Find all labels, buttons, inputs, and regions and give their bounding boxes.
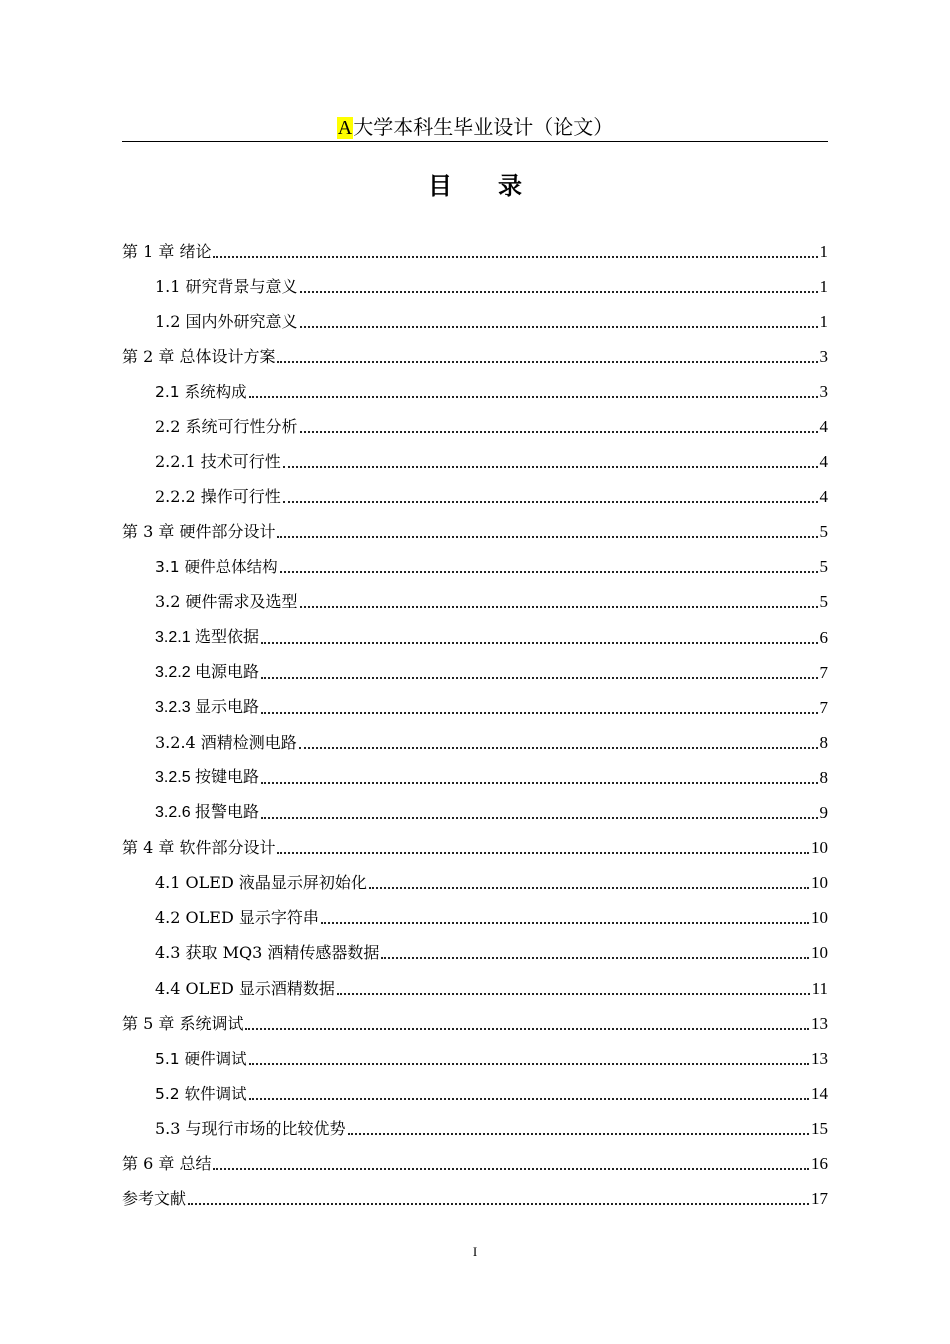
table-of-contents bbox=[122, 234, 828, 1217]
toc-entry-title: 1.2 国内外研究意义 bbox=[155, 311, 298, 331]
toc-entry-title: 3.2 硬件需求及选型 bbox=[155, 592, 298, 612]
header-text: 大学本科生毕业设计（论文） bbox=[353, 115, 614, 139]
toc-entry[interactable] bbox=[122, 585, 828, 620]
toc-entry-title: 第 3 章 硬件部分设计 bbox=[122, 522, 276, 542]
dot-leader bbox=[277, 361, 817, 363]
toc-entry[interactable] bbox=[122, 304, 828, 339]
toc-entry[interactable] bbox=[122, 866, 828, 901]
toc-entry[interactable] bbox=[122, 725, 828, 760]
toc-entry-title: 4.1 OLED 液晶显示屏初始化 bbox=[155, 873, 367, 893]
toc-entry-title: 4.4 OLED 显示酒精数据 bbox=[155, 978, 335, 998]
toc-entry[interactable] bbox=[122, 936, 828, 971]
dot-leader bbox=[299, 747, 818, 749]
toc-entry-title: 3.1 硬件总体结构 bbox=[155, 558, 278, 577]
toc-entry-title: 4.3 获取 MQ3 酒精传感器数据 bbox=[155, 943, 380, 963]
toc-entry-title: 3.2.5 按键电路 bbox=[155, 768, 260, 786]
header-rule bbox=[122, 141, 828, 142]
toc-entry-page: 15 bbox=[811, 1118, 828, 1138]
toc-entry-page: 4 bbox=[819, 452, 828, 472]
toc-entry-page: 11 bbox=[811, 978, 828, 998]
toc-entry-page: 1 bbox=[819, 311, 828, 331]
dot-leader bbox=[261, 782, 817, 784]
toc-entry[interactable] bbox=[122, 655, 828, 690]
toc-entry-page: 8 bbox=[819, 732, 828, 752]
toc-entry[interactable] bbox=[122, 374, 828, 409]
toc-entry-title: 5.1 硬件调试 bbox=[155, 1049, 247, 1068]
toc-entry-title: 3.2.3 显示电路 bbox=[155, 698, 260, 716]
dot-leader bbox=[213, 1168, 809, 1170]
toc-entry-title: 4.2 OLED 显示字符串 bbox=[155, 908, 319, 928]
toc-entry[interactable] bbox=[122, 690, 828, 725]
toc-entry-page: 10 bbox=[811, 838, 828, 858]
toc-entry-page: 10 bbox=[811, 943, 828, 963]
toc-entry-page: 4 bbox=[819, 417, 828, 437]
dot-leader bbox=[277, 536, 817, 538]
toc-entry[interactable] bbox=[122, 1041, 828, 1076]
toc-entry-title: 第 1 章 绪论 bbox=[122, 241, 212, 261]
dot-leader bbox=[300, 606, 818, 608]
toc-entry-page: 10 bbox=[811, 873, 828, 893]
toc-entry[interactable] bbox=[122, 1111, 828, 1146]
toc-entry[interactable] bbox=[122, 796, 828, 831]
toc-entry-title: 第 2 章 总体设计方案 bbox=[122, 346, 276, 366]
dot-leader bbox=[249, 1098, 809, 1100]
dot-leader bbox=[283, 466, 818, 468]
header-highlight-mark: A bbox=[337, 117, 353, 139]
toc-entry-page: 6 bbox=[819, 627, 828, 647]
toc-entry-title: 5.3 与现行市场的比较优势 bbox=[155, 1118, 346, 1138]
toc-entry-title: 3.2.2 电源电路 bbox=[155, 663, 260, 681]
toc-entry[interactable] bbox=[122, 1076, 828, 1111]
dot-leader bbox=[261, 712, 817, 714]
toc-entry[interactable] bbox=[122, 620, 828, 655]
toc-entry[interactable] bbox=[122, 269, 828, 304]
toc-entry-title: 第 5 章 系统调试 bbox=[122, 1013, 244, 1033]
dot-leader bbox=[261, 817, 817, 819]
toc-entry-title: 第 4 章 软件部分设计 bbox=[122, 838, 276, 858]
toc-entry[interactable] bbox=[122, 480, 828, 515]
page-number: I bbox=[472, 1244, 478, 1259]
toc-entry-title: 1.1 研究背景与意义 bbox=[155, 276, 298, 296]
toc-entry-page: 7 bbox=[819, 662, 828, 682]
dot-leader bbox=[321, 922, 809, 924]
toc-entry[interactable] bbox=[122, 831, 828, 866]
toc-entry[interactable] bbox=[122, 971, 828, 1006]
toc-entry-page: 3 bbox=[819, 381, 828, 401]
toc-entry-title: 3.2.4 酒精检测电路 bbox=[155, 732, 297, 752]
toc-entry-title: 2.2 系统可行性分析 bbox=[155, 417, 298, 437]
toc-entry-page: 16 bbox=[811, 1153, 828, 1173]
toc-entry-title: 第 6 章 总结 bbox=[122, 1153, 212, 1173]
toc-entry[interactable] bbox=[122, 515, 828, 550]
toc-entry[interactable] bbox=[122, 409, 828, 444]
toc-entry-page: 13 bbox=[811, 1013, 828, 1033]
toc-entry-page: 7 bbox=[819, 697, 828, 717]
dot-leader bbox=[245, 1028, 809, 1030]
running-header bbox=[122, 113, 828, 142]
toc-entry-page: 3 bbox=[819, 346, 828, 366]
toc-entry-page: 17 bbox=[811, 1189, 828, 1209]
toc-entry[interactable] bbox=[122, 339, 828, 374]
dot-leader bbox=[300, 431, 818, 433]
dot-leader bbox=[213, 256, 817, 258]
dot-leader bbox=[381, 957, 809, 959]
dot-leader bbox=[337, 993, 810, 995]
toc-entry[interactable] bbox=[122, 234, 828, 269]
dot-leader bbox=[348, 1133, 809, 1135]
toc-entry-page: 9 bbox=[819, 803, 828, 823]
toc-entry-title: 3.2.1 选型依据 bbox=[155, 628, 260, 646]
toc-entry-page: 10 bbox=[811, 908, 828, 928]
toc-entry-page: 5 bbox=[819, 592, 828, 612]
toc-entry[interactable] bbox=[122, 760, 828, 795]
toc-entry-page: 14 bbox=[811, 1083, 828, 1103]
toc-entry[interactable] bbox=[122, 445, 828, 480]
toc-entry-page: 8 bbox=[819, 767, 828, 787]
dot-leader bbox=[261, 677, 817, 679]
toc-entry-title: 2.2.2 操作可行性 bbox=[155, 487, 281, 507]
dot-leader bbox=[261, 642, 817, 644]
toc-entry-title: 3.2.6 报警电路 bbox=[155, 804, 260, 822]
toc-entry-page: 1 bbox=[819, 241, 828, 261]
toc-entry-page: 5 bbox=[819, 557, 828, 577]
toc-entry[interactable] bbox=[122, 550, 828, 585]
toc-entry-page: 5 bbox=[819, 522, 828, 542]
toc-title: 目录 bbox=[428, 172, 568, 200]
dot-leader bbox=[249, 396, 818, 398]
dot-leader bbox=[280, 571, 818, 573]
toc-entry-title: 参考文献 bbox=[122, 1189, 187, 1209]
dot-leader bbox=[300, 326, 818, 328]
toc-entry-page: 1 bbox=[819, 276, 828, 296]
dot-leader bbox=[369, 887, 809, 889]
toc-entry[interactable] bbox=[122, 1182, 828, 1217]
toc-entry-title: 2.1 系统构成 bbox=[155, 382, 247, 401]
dot-leader bbox=[283, 501, 818, 503]
toc-entry-page: 13 bbox=[811, 1048, 828, 1068]
dot-leader bbox=[188, 1203, 809, 1205]
toc-entry[interactable] bbox=[122, 1146, 828, 1181]
toc-entry-title: 2.2.1 技术可行性 bbox=[155, 452, 281, 472]
dot-leader bbox=[300, 291, 818, 293]
toc-entry[interactable] bbox=[122, 901, 828, 936]
toc-entry[interactable] bbox=[122, 1006, 828, 1041]
dot-leader bbox=[249, 1063, 809, 1065]
toc-entry-page: 4 bbox=[819, 487, 828, 507]
dot-leader bbox=[277, 852, 809, 854]
toc-entry-title: 5.2 软件调试 bbox=[155, 1084, 247, 1103]
